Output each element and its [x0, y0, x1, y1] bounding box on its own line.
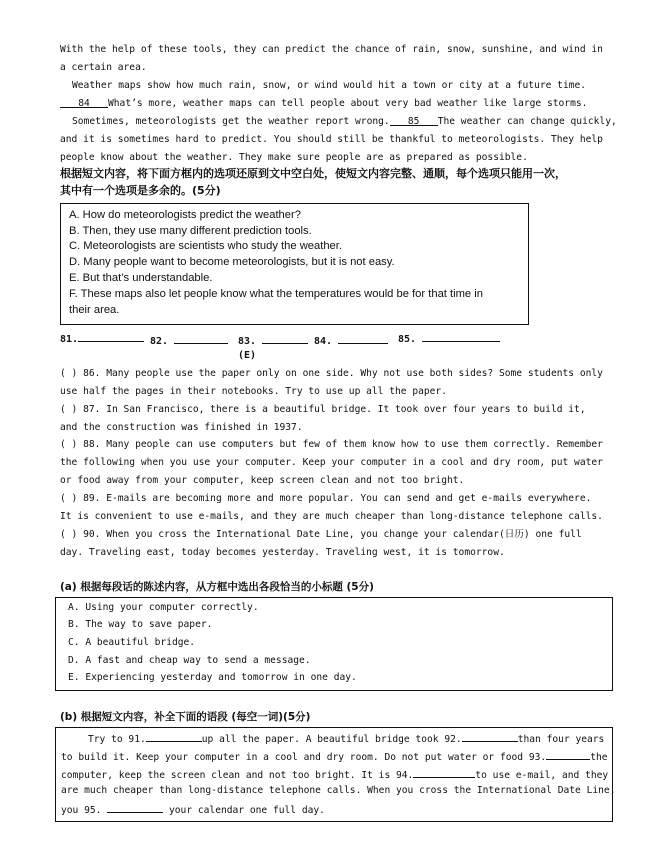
passage-line: and it is sometimes hard to predict. You should still be thankful to meteorologists. They help — [60, 134, 603, 145]
option-a: A. How do meteorologists predict the weather? — [69, 209, 301, 221]
paragraph-89-cont: It is convenient to use e-mails, and they are much cheaper than long-distance telephone calls. — [60, 511, 603, 522]
paragraph-86: ( ) 86. Many people use the paper only on one side. Why not use both sides? Some students only — [60, 368, 603, 379]
blank-91[interactable] — [146, 732, 202, 742]
part-b-heading: (b) 根据短文内容，补全下面的语段 (每空一词)(5分) — [60, 711, 311, 723]
paragraph-86-cont: use half the pages in their notebooks. Try to use up all the paper. — [60, 386, 447, 397]
answer-blank-84[interactable] — [338, 333, 388, 344]
part-a-box — [55, 597, 613, 691]
option-f-cont: their area. — [69, 304, 120, 316]
passage-line: a certain area. — [60, 62, 147, 73]
part-b-line-4: are much cheaper than long-distance telephone calls. When you cross the International Date Line, — [61, 785, 616, 796]
part-b-line-1: Try to 91. up all the paper. A beautiful bridge took 92. than four years — [88, 734, 605, 745]
paragraph-88-cont: the following when you use your computer. Keep your computer in a cool and dry room, put water — [60, 457, 603, 468]
option-b: B. Then, they use many different prediction tools. — [69, 225, 312, 237]
part-b-line-3: computer, keep the screen clean and not too bright. It is 94. to use e-mail, and they — [61, 770, 609, 781]
blank-93[interactable] — [546, 750, 590, 760]
answer-blank-83[interactable] — [262, 333, 308, 344]
paragraph-88: ( ) 88. Many people can use computers but few of them know how to use them correctly. Remember — [60, 439, 603, 450]
part-a-option-a: A. Using your computer correctly. — [68, 602, 259, 613]
part-a-option-e: E. Experiencing yesterday and tomorrow in one day. — [68, 672, 357, 683]
passage-line: people know about the weather. They make sure people are as prepared as possible. — [60, 152, 528, 163]
blank-94[interactable] — [413, 768, 475, 778]
part-a-option-b: B. The way to save paper. — [68, 619, 213, 630]
answer-84: 84. — [314, 333, 388, 347]
paragraph-87-cont: and the construction was finished in 1937. — [60, 422, 303, 433]
part-b-box — [55, 727, 616, 822]
passage-line: Weather maps show how much rain, snow, or wind would hit a town or city at a future time. — [72, 80, 587, 91]
paragraph-89: ( ) 89. E-mails are becoming more and more popular. You can send and get e-mails everywhere. — [60, 493, 592, 504]
passage-line-85: Sometimes, meteorologists get the weather report wrong. 85 The weather can change quickly, — [72, 116, 617, 127]
part-a-option-d: D. A fast and cheap way to send a message. — [68, 655, 311, 666]
option-d: D. Many people want to become meteorologists, but it is not easy. — [69, 256, 395, 268]
part-a-heading: (a) 根据每段话的陈述内容，从方框中选出各段恰当的小标题 (5分) — [60, 581, 374, 593]
answer-blank-82[interactable] — [174, 333, 228, 344]
answer-83: 83. — [238, 333, 308, 347]
part-b-line-5: you 95. your calendar one full day. — [61, 805, 325, 816]
answer-85: 85. — [398, 331, 500, 345]
passage-line: With the help of these tools, they can predict the chance of rain, snow, sunshine, and wind in — [60, 44, 603, 55]
part-b-line-2: to build it. Keep your computer in a cool and dry room. Do not put water or food 93. the — [61, 752, 608, 763]
section-mark: (E) — [238, 350, 257, 361]
blank-85[interactable]: 85 — [390, 116, 438, 126]
blank-92[interactable] — [462, 732, 518, 742]
answer-blank-81[interactable] — [78, 331, 144, 342]
answer-82: 82. — [150, 333, 228, 347]
option-e: E. But that’s understandable. — [69, 272, 213, 284]
options-box — [60, 203, 529, 325]
blank-95[interactable] — [107, 803, 163, 813]
blank-84[interactable]: 84 — [60, 98, 108, 108]
option-c: C. Meteorologists are scientists who study the weather. — [69, 240, 342, 252]
paragraph-87: ( ) 87. In San Francisco, there is a beautiful bridge. It took over four years to build it, — [60, 404, 586, 415]
passage-line-84: 84 What’s more, weather maps can tell people about very bad weather like large storms. — [60, 98, 612, 110]
paragraph-90: ( ) 90. When you cross the International Date Line, you change your calendar(日历) one full — [60, 529, 582, 540]
option-f: F. These maps also let people know what the temperatures would be for that time in — [69, 288, 483, 300]
task-instruction: 其中有一个选项是多余的。(5分) — [60, 184, 221, 197]
paragraph-90-cont: day. Traveling east, today becomes yesterday. Traveling west, it is tomorrow. — [60, 547, 505, 558]
task-instruction: 根据短文内容，将下面方框内的选项还原到文中空白处，使短文内容完整、通顺，每个选项只能用一次， — [60, 167, 566, 180]
answer-blank-85[interactable] — [422, 331, 500, 342]
answer-81: 81. — [60, 331, 144, 345]
part-a-option-c: C. A beautiful bridge. — [68, 637, 196, 648]
paragraph-88-cont: or food away from your computer, keep screen clean and not too bright. — [60, 475, 465, 486]
